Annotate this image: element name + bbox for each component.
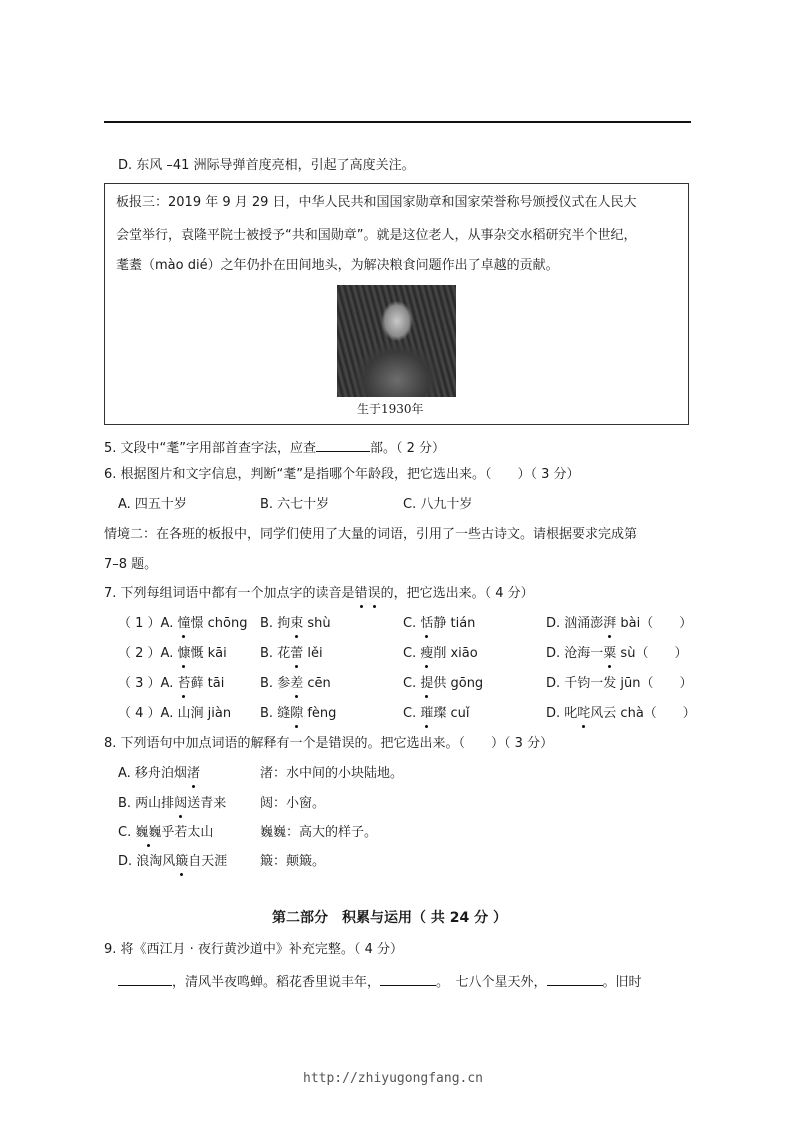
question-6-option-c: C. 八九十岁 bbox=[403, 497, 473, 512]
question-5-prefix: 5. 文段中“耄”字用部首查字法，应查 bbox=[104, 441, 317, 456]
option-b-pinyin: shù bbox=[303, 616, 331, 631]
option-text-rest: 乎若太山 bbox=[161, 825, 214, 840]
option-b-word: 参 bbox=[277, 676, 291, 691]
option-c-rest: 供 gōng bbox=[433, 676, 484, 691]
emphasis-char: 误 bbox=[367, 586, 381, 601]
option-c-lead: C. bbox=[403, 706, 421, 721]
dotted-char: 蕾 bbox=[290, 646, 304, 661]
row-number: （ 1 ）A. bbox=[118, 616, 174, 631]
question-7-stem bbox=[104, 585, 534, 603]
dotted-char: 粟 bbox=[603, 646, 617, 661]
question-7-stem-start: 7. 下列每组词语中都有一个加点字的读音是 bbox=[104, 586, 355, 601]
option-b-word: 拘 bbox=[277, 616, 291, 631]
option-gloss: 巍巍：高大的样子。 bbox=[260, 825, 378, 840]
dotted-char: 恬 bbox=[420, 616, 434, 631]
option-text: B. 两山排 bbox=[118, 796, 175, 811]
footer-url[interactable]: http://zhiyugongfang.cn bbox=[303, 1071, 484, 1086]
dotted-char: 闼 bbox=[174, 796, 188, 811]
option-d-pinyin: bài（ ） bbox=[616, 616, 693, 631]
dotted-char: 簸 bbox=[175, 854, 189, 869]
option-b-pinyin: lěi bbox=[303, 646, 323, 661]
dotted-char: 巍巍 bbox=[135, 825, 162, 840]
option-a-rest: 涧 jiàn bbox=[190, 706, 232, 721]
dotted-char: 瘦 bbox=[420, 646, 434, 661]
dotted-char: 束 bbox=[290, 616, 304, 631]
option-c-lead: C. bbox=[403, 616, 421, 631]
dotted-char: 憧 bbox=[177, 616, 191, 631]
answer-blank[interactable] bbox=[380, 971, 436, 986]
poem-part-3: 。旧时 bbox=[602, 975, 642, 990]
dotted-char: 苔 bbox=[177, 676, 191, 691]
option-d-lead: D. 汹涌澎 bbox=[546, 616, 604, 631]
answer-blank[interactable] bbox=[547, 971, 603, 986]
board-three-line-2: 会堂举行，袁隆平院士被授予“共和国勋章”。就是这位老人，从事杂交水稻研究半个世纪， bbox=[116, 228, 637, 243]
row-number: （ 4 ）A. bbox=[118, 706, 174, 721]
dotted-char: 咤 bbox=[577, 706, 591, 721]
question-6-stem: 6. 根据图片和文字信息，判断“耄”是指哪个年龄段，把它选出来。（ ）（ 3 分） bbox=[104, 467, 580, 482]
question-6-option-b: B. 六七十岁 bbox=[260, 497, 330, 512]
option-b-lead: B. bbox=[260, 676, 278, 691]
option-b-lead: B. bbox=[260, 616, 278, 631]
board-three-line-1: 板报三：2019 年 9 月 29 日，中华人民共和国国家勋章和国家荣誉称号颁授仪式在人民大 bbox=[116, 195, 637, 210]
header-rule bbox=[104, 121, 691, 123]
photo-caption: 生于1930年 bbox=[357, 402, 424, 416]
option-d-lead: D. 沧海一 bbox=[546, 646, 604, 661]
option-b-pinyin: cēn bbox=[303, 676, 331, 691]
dotted-char: 湃 bbox=[603, 616, 617, 631]
question-9-poem-line bbox=[118, 971, 642, 992]
option-gloss: 渚：水中间的小块陆地。 bbox=[260, 766, 404, 781]
dotted-char: 慷 bbox=[177, 646, 191, 661]
option-d-previous: D. 东风 –41 洲际导弹首度亮相，引起了高度关注。 bbox=[118, 158, 415, 173]
option-c-rest: 削 xiāo bbox=[433, 646, 478, 661]
option-d-pinyin: 风云 chà（ ） bbox=[590, 706, 696, 721]
option-b-lead: B. bbox=[260, 646, 278, 661]
option-text-rest: 自天涯 bbox=[188, 854, 228, 869]
dotted-char: 提 bbox=[420, 676, 434, 691]
answer-blank[interactable] bbox=[118, 971, 172, 986]
question-8-stem: 8. 下列语句中加点词语的解释有一个是错误的。把它选出来。（ ）（ 3 分） bbox=[104, 736, 554, 751]
answer-blank[interactable] bbox=[316, 437, 370, 452]
emphasis-char: 错 bbox=[354, 586, 368, 601]
question-7-stem-end: 的，把它选出来。（ 4 分） bbox=[380, 586, 534, 601]
option-d-lead: D. 叱 bbox=[546, 706, 578, 721]
option-text-rest: 送青来 bbox=[187, 796, 227, 811]
question-9-stem: 9. 将《西江月 · 夜行黄沙道中》补充完整。（ 4 分） bbox=[104, 942, 403, 957]
option-gloss: 闼：小窗。 bbox=[260, 796, 326, 811]
section-two-title: 第二部分 积累与运用（ 共 24 分 ） bbox=[272, 910, 507, 926]
context-two-line-2: 7–8 题。 bbox=[104, 557, 158, 572]
question-6-option-a: A. 四五十岁 bbox=[118, 497, 187, 512]
option-b-lead: B. bbox=[260, 706, 278, 721]
board-three-box bbox=[104, 183, 689, 425]
option-d-lead: D. 千钧一发 bbox=[546, 676, 617, 691]
dotted-char: 隙 bbox=[290, 706, 304, 721]
option-c-rest: 静 tián bbox=[433, 616, 476, 631]
context-two-line-1: 情境二：在各班的板报中，同学们使用了大量的词语，引用了一些古诗文。请根据要求完成第 bbox=[104, 527, 638, 542]
option-b-word: 缝 bbox=[277, 706, 291, 721]
option-gloss: 簸：颠簸。 bbox=[260, 854, 326, 869]
option-d-pinyin: sù（ ） bbox=[616, 646, 688, 661]
option-c-rest: 璨 cuǐ bbox=[433, 706, 470, 721]
option-c-lead: C. bbox=[403, 676, 421, 691]
question-5-suffix: 部。（ 2 分） bbox=[370, 441, 446, 456]
dotted-char: 差 bbox=[290, 676, 304, 691]
option-a-word: 山 bbox=[177, 706, 191, 721]
option-b-pinyin: fèng bbox=[303, 706, 337, 721]
portrait-photo bbox=[337, 285, 456, 397]
option-c-lead: C. bbox=[403, 646, 421, 661]
option-d-pinyin: jūn（ ） bbox=[616, 676, 693, 691]
option-text: C. bbox=[118, 825, 136, 840]
row-number: （ 2 ）A. bbox=[118, 646, 174, 661]
question-5 bbox=[104, 437, 445, 458]
option-a-rest: 憬 chōng bbox=[190, 616, 248, 631]
option-text: A. 移舟泊烟 bbox=[118, 766, 187, 781]
poem-part-2: 。 七八个星天外， bbox=[436, 975, 547, 990]
option-a-rest: 慨 kāi bbox=[190, 646, 227, 661]
dotted-char: 璀 bbox=[420, 706, 434, 721]
board-three-line-3: 耄耋（mào dié）之年仍扑在田间地头，为解决粮食问题作出了卓越的贡献。 bbox=[116, 258, 559, 273]
row-number: （ 3 ）A. bbox=[118, 676, 174, 691]
dotted-char: 渚 bbox=[186, 766, 200, 781]
option-b-word: 花 bbox=[277, 646, 291, 661]
option-text: D. 浪淘风 bbox=[118, 854, 176, 869]
option-a-rest: 藓 tāi bbox=[190, 676, 225, 691]
poem-part-1: ，清风半夜鸣蝉。稻花香里说丰年， bbox=[172, 975, 381, 990]
